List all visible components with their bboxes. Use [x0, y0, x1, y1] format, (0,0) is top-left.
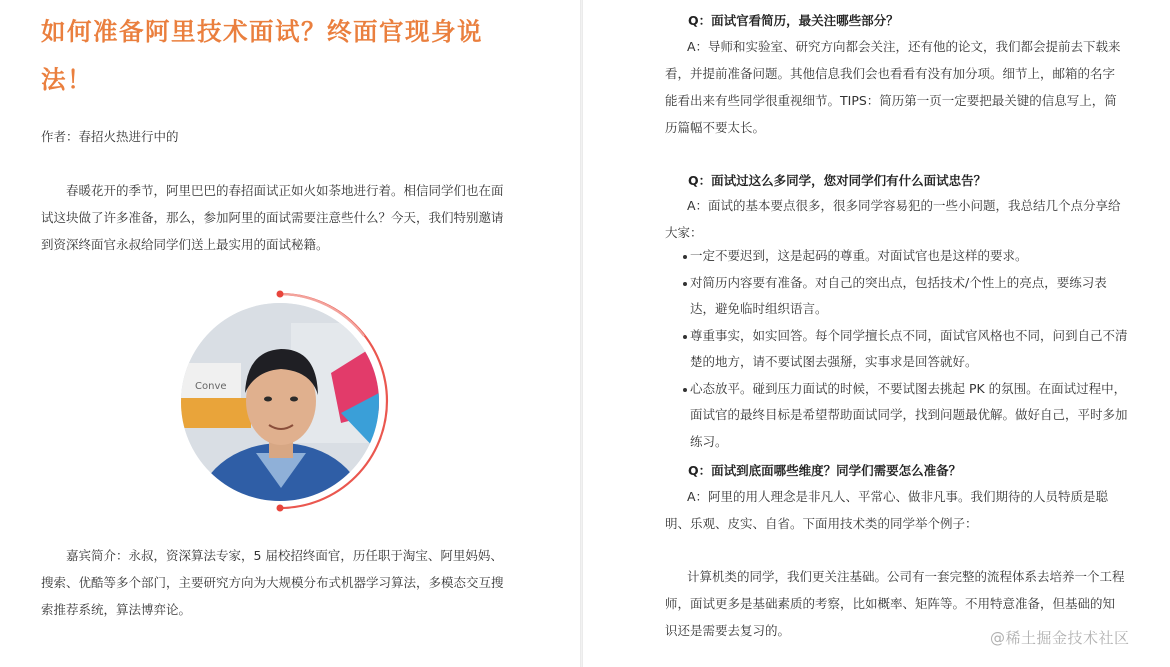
- guest-introduction: 嘉宾简介：永叔，资深算法专家，5 届校招终面官，历任职于淘宝、阿里妈妈、搜索、优酷等多个部门，主要研究方向为大规模分布式机器学习算法，多模态交互搜索推荐系统，算法博弈论。: [41, 548, 504, 617]
- bullet-icon: [683, 255, 687, 259]
- answer-dimensions: A：阿里的用人理念是非凡人、平常心、做非凡事。我们期待的人员特质是聪明、乐观、皮实、自省。下面用技术类的同学举个例子：: [665, 489, 1109, 531]
- guest-portrait: [181, 303, 379, 501]
- question-resume: Q：面试官看简历，最关注哪些部分？: [688, 13, 899, 28]
- answer-cs-students: 计算机类的同学，我们更关注基础。公司有一套完整的流程体系去培养一个工程师，面试更多是基础素质的考察，比如概率、矩阵等。不用特意准备，但基础的知识还是需要去复习的。: [665, 569, 1125, 638]
- guest-photo-frame: [174, 288, 394, 512]
- question-dimensions: Q：面试到底面哪些维度？同学们需要怎么准备？: [688, 463, 962, 478]
- list-item: 尊重事实，如实回答。每个同学擅长点不同，面试官风格也不同，问到自己不清楚的地方，请不要试图去强掰，实事求是回答就好。: [665, 323, 1130, 376]
- article-title: 如何准备阿里技术面试？终面官现身说法！: [41, 17, 483, 94]
- author-line: 作者：春招火热进行中的: [41, 129, 179, 144]
- bullet-icon: [683, 388, 687, 392]
- question-advice: Q：面试过这么多同学，您对同学们有什么面试忠告？: [688, 173, 987, 188]
- intro-paragraph: 春暖花开的季节，阿里巴巴的春招面试正如火如荼地进行着。相信同学们也在面试这块做了许多准备，那么，参加阿里的面试需要注意些什么？今天，我们特别邀请到资深终面官永叔给同学们送上最实用的面试秘籍。: [41, 183, 504, 252]
- bullet-icon: [683, 335, 687, 339]
- answer-advice: A：面试的基本要点很多，很多同学容易犯的一些小问题，我总结几个点分享给大家：: [665, 198, 1121, 240]
- watermark: @稀土掘金技术社区: [990, 629, 1130, 647]
- advice-list: [665, 243, 1130, 455]
- list-item: 对简历内容要有准备。对自己的突出点，包括技术/个性上的亮点，要练习表达，避免临时组织语言。: [665, 270, 1130, 323]
- list-item: 心态放平。碰到压力面试的时候，不要试图去挑起 PK 的氛围。在面试过程中，面试官的最终目标是希望帮助面试同学，找到问题最优解。做好自己，平时多加练习。: [665, 376, 1130, 456]
- bullet-icon: [683, 282, 687, 286]
- list-item: 一定不要迟到，这是起码的尊重。对面试官也是这样的要求。: [665, 243, 1130, 270]
- answer-resume: A：导师和实验室、研究方向都会关注，还有他的论文，我们都会提前去下载来看，并提前准备问题。其他信息我们会也看看有没有加分项。细节上，邮箱的名字能看出来有些同学很重视细节。TIPS：简历第一页一定要把最关键的信息写上，简历篇幅不要太长。: [665, 39, 1121, 135]
- svg-text:Conve: Conve: [195, 381, 227, 392]
